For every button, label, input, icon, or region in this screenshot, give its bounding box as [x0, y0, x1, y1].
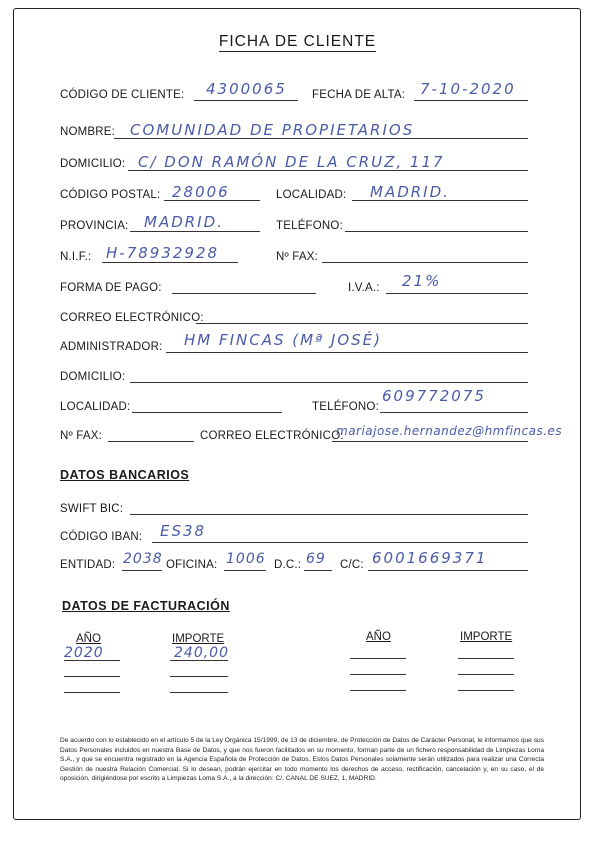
dc-value[interactable]: 69 [306, 551, 326, 567]
billing-line [350, 658, 406, 659]
postal-code-value[interactable]: 28006 [172, 183, 230, 201]
nif-label: N.I.F.: [60, 251, 92, 263]
account-label: C/C: [340, 559, 364, 571]
address-label: DOMICILIO: [60, 158, 126, 170]
nif-line [102, 262, 238, 263]
admin-city-line [132, 412, 282, 413]
office-value[interactable]: 1006 [226, 551, 266, 567]
email-label: CORREO ELECTRÓNICO: [60, 312, 204, 324]
admin-phone-label: TELÉFONO: [312, 401, 379, 413]
province-value[interactable]: MADRID. [144, 213, 224, 231]
billing-year-header-left: AÑO [76, 633, 101, 645]
entity-value[interactable]: 2038 [123, 551, 163, 567]
swift-line [130, 514, 528, 515]
entity-label: ENTIDAD: [60, 559, 116, 571]
billing-line [458, 674, 514, 675]
administrator-value[interactable]: HM FINCAS (Mª JOSÉ) [184, 331, 382, 349]
address-value[interactable]: C/ DON RAMÓN DE LA CRUZ, 117 [138, 153, 445, 171]
city-label: LOCALIDAD: [276, 189, 347, 201]
name-value[interactable]: COMUNIDAD DE PROPIETARIOS [130, 121, 415, 139]
billing-amount-header-left: IMPORTE [172, 633, 225, 645]
admin-email-line [332, 441, 528, 442]
name-label: NOMBRE: [60, 126, 116, 138]
iban-value[interactable]: ES38 [160, 522, 207, 540]
admin-address-line [130, 382, 528, 383]
vat-value[interactable]: 21% [402, 272, 442, 290]
billing-line [170, 676, 228, 677]
billing-line [458, 658, 514, 659]
billing-line [64, 660, 120, 661]
page-title: FICHA DE CLIENTE [218, 33, 377, 50]
account-line [368, 570, 528, 571]
email-line [196, 323, 528, 324]
legal-notice: De acuerdo con lo establecido en el artículo 5 de la Ley Orgánica 15/1999, de 13 de diciembre, de Protección de Datos de Carácter Personal, le informamos que sus Datos Personales incluidos en nuestra Base de Datos, y que nos fueron facilitados en su momento, forman parte de un fichero responsabilidad de Limpiezas Loma S.A., y que se encuentra registrado en la Agencia Española de Protección de Datos. Estos Datos Personales solamente serán utilizados para realizar una Correcta Gestión de nuestra Relación Comercial. Si lo desean, podrán ejercitar en todo momento los derechos de acceso, rectificación, cancelación y, en su caso, el de oposición, dirigiéndose por escrito a Limpiezas Loma S.A., a la dirección: C/. CANAL DE SUEZ, 1, MADRID. [60, 737, 544, 783]
client-code-value[interactable]: 4300065 [206, 80, 287, 98]
payment-method-label: FORMA DE PAGO: [60, 282, 162, 294]
nif-value[interactable]: H-78932928 [106, 244, 220, 262]
admin-address-label: DOMICILIO: [60, 371, 126, 383]
billing-row-year[interactable]: 2020 [64, 645, 104, 661]
billing-line [458, 690, 514, 691]
signup-date-label: FECHA DE ALTA: [312, 89, 406, 101]
phone-line [345, 231, 528, 232]
billing-line [170, 660, 228, 661]
fax-label: Nº FAX: [276, 251, 319, 263]
billing-line [64, 676, 120, 677]
billing-amount-header-right: IMPORTE [460, 631, 513, 643]
dc-label: D.C.: [274, 559, 302, 571]
dc-line [304, 570, 332, 571]
admin-phone-line [380, 412, 528, 413]
entity-line [122, 570, 162, 571]
billing-line [350, 674, 406, 675]
iban-line [152, 542, 528, 543]
client-code-label: CÓDIGO DE CLIENTE: [60, 89, 185, 101]
signup-date-line [414, 100, 528, 101]
billing-year-header-right: AÑO [366, 631, 391, 643]
client-code-line [194, 100, 298, 101]
province-line [130, 231, 260, 232]
billing-line [350, 690, 406, 691]
vat-line [386, 293, 528, 294]
admin-fax-label: Nº FAX: [60, 430, 103, 442]
office-label: OFICINA: [166, 559, 218, 571]
province-label: PROVINCIA: [60, 220, 129, 232]
phone-label: TELÉFONO: [276, 220, 343, 232]
billing-section-heading: DATOS DE FACTURACIÓN [62, 599, 230, 613]
swift-label: SWIFT BIC: [60, 503, 124, 515]
payment-method-line [172, 293, 316, 294]
signup-date-value[interactable]: 7-10-2020 [420, 80, 516, 98]
administrator-line [166, 352, 528, 353]
admin-city-label: LOCALIDAD: [60, 401, 131, 413]
iban-label: CÓDIGO IBAN: [60, 531, 143, 543]
postal-code-label: CÓDIGO POSTAL: [60, 189, 161, 201]
admin-email-label: CORREO ELECTRÓNICO: [200, 430, 344, 442]
fax-line [322, 262, 528, 263]
billing-line [64, 692, 120, 693]
vat-label: I.V.A.: [348, 282, 380, 294]
city-value[interactable]: MADRID. [370, 183, 450, 201]
billing-row-amount[interactable]: 240,00 [174, 645, 229, 661]
bank-section-heading: DATOS BANCARIOS [60, 468, 190, 482]
account-value[interactable]: 6001669371 [372, 549, 488, 567]
admin-fax-line [108, 441, 194, 442]
billing-line [170, 692, 228, 693]
admin-phone-value[interactable]: 609772075 [382, 387, 486, 405]
administrator-label: ADMINISTRADOR: [60, 341, 163, 353]
office-line [224, 570, 266, 571]
admin-email-value[interactable]: mariajose.hernandez@hmfincas.es [336, 424, 563, 438]
